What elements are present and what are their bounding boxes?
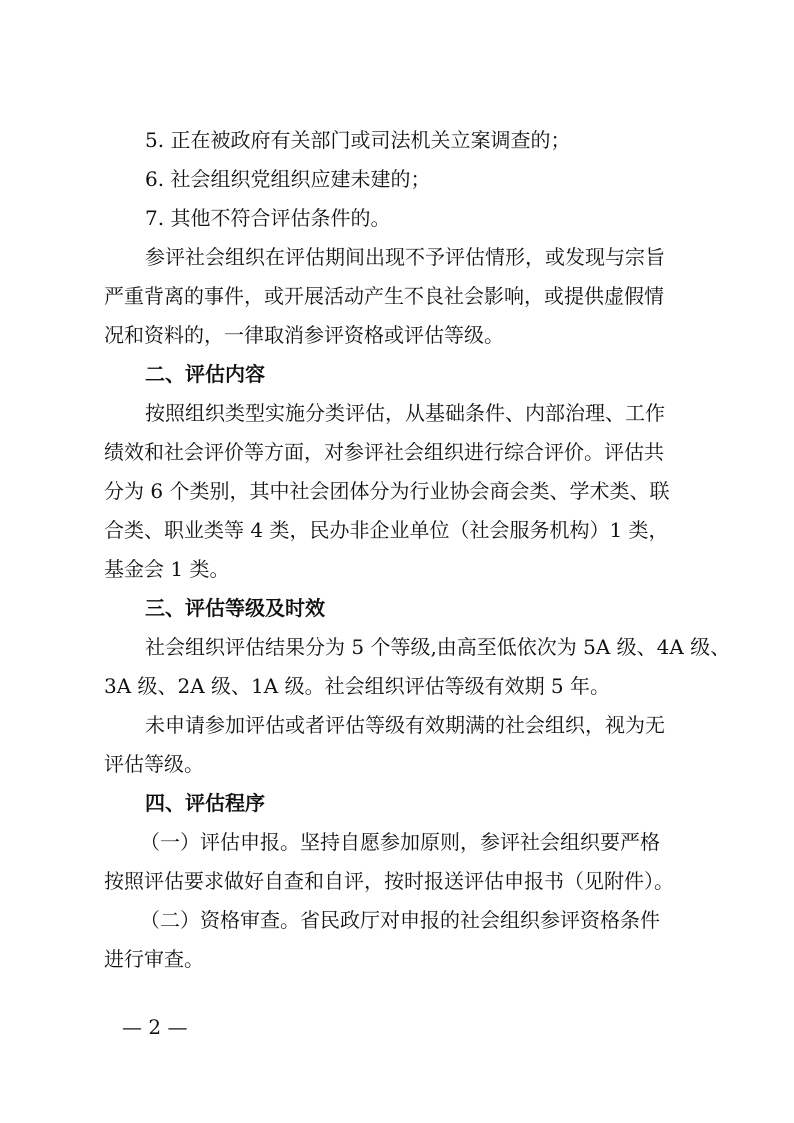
paragraph-line: 进行审查。 bbox=[104, 947, 204, 971]
paragraph-line: 未申请参加评估或者评估等级有效期满的社会组织，视为无 bbox=[145, 713, 665, 737]
paragraph-line: （二）资格审查。省民政厅对申报的社会组织参评资格条件 bbox=[140, 908, 660, 932]
paragraph-line: （一）评估申报。坚持自愿参加原则，参评社会组织要严格 bbox=[140, 830, 660, 854]
list-item-5: 5. 正在被政府有关部门或司法机关立案调查的； bbox=[145, 128, 571, 152]
paragraph-line: 基金会 1 类。 bbox=[104, 557, 230, 581]
section-heading-content: 二、评估内容 bbox=[145, 362, 265, 386]
list-item-7: 7. 其他不符合评估条件的。 bbox=[145, 206, 391, 230]
section-heading-procedure: 四、评估程序 bbox=[145, 791, 265, 815]
page-number: — 2 — bbox=[122, 1015, 188, 1039]
list-item-6: 6. 社会组织党组织应建未建的； bbox=[145, 167, 431, 191]
paragraph-line: 严重背离的事件，或开展活动产生不良社会影响，或提供虚假情 bbox=[104, 284, 664, 308]
paragraph-line: 按照组织类型实施分类评估，从基础条件、内部治理、工作 bbox=[145, 401, 665, 425]
paragraph-line: 评估等级。 bbox=[104, 752, 204, 776]
section-heading-grades: 三、评估等级及时效 bbox=[145, 596, 325, 620]
paragraph-line: 按照评估要求做好自查和自评，按时报送评估申报书（见附件）。 bbox=[104, 869, 674, 893]
paragraph-line: 分为 6 个类别，其中社会团体分为行业协会商会类、学术类、联 bbox=[104, 479, 670, 503]
paragraph-line: 合类、职业类等 4 类，民办非企业单位（社会服务机构）1 类， bbox=[104, 518, 669, 542]
paragraph-line: 社会组织评估结果分为 5 个等级,由高至低依次为 5A 级、4A 级、 bbox=[145, 635, 731, 659]
paragraph-line: 况和资料的，一律取消参评资格或评估等级。 bbox=[104, 323, 504, 347]
paragraph-line: 参评社会组织在评估期间出现不予评估情形，或发现与宗旨 bbox=[145, 245, 665, 269]
paragraph-line: 绩效和社会评价等方面，对参评社会组织进行综合评价。评估共 bbox=[104, 440, 664, 464]
paragraph-line: 3A 级、2A 级、1A 级。社会组织评估等级有效期 5 年。 bbox=[104, 674, 611, 698]
